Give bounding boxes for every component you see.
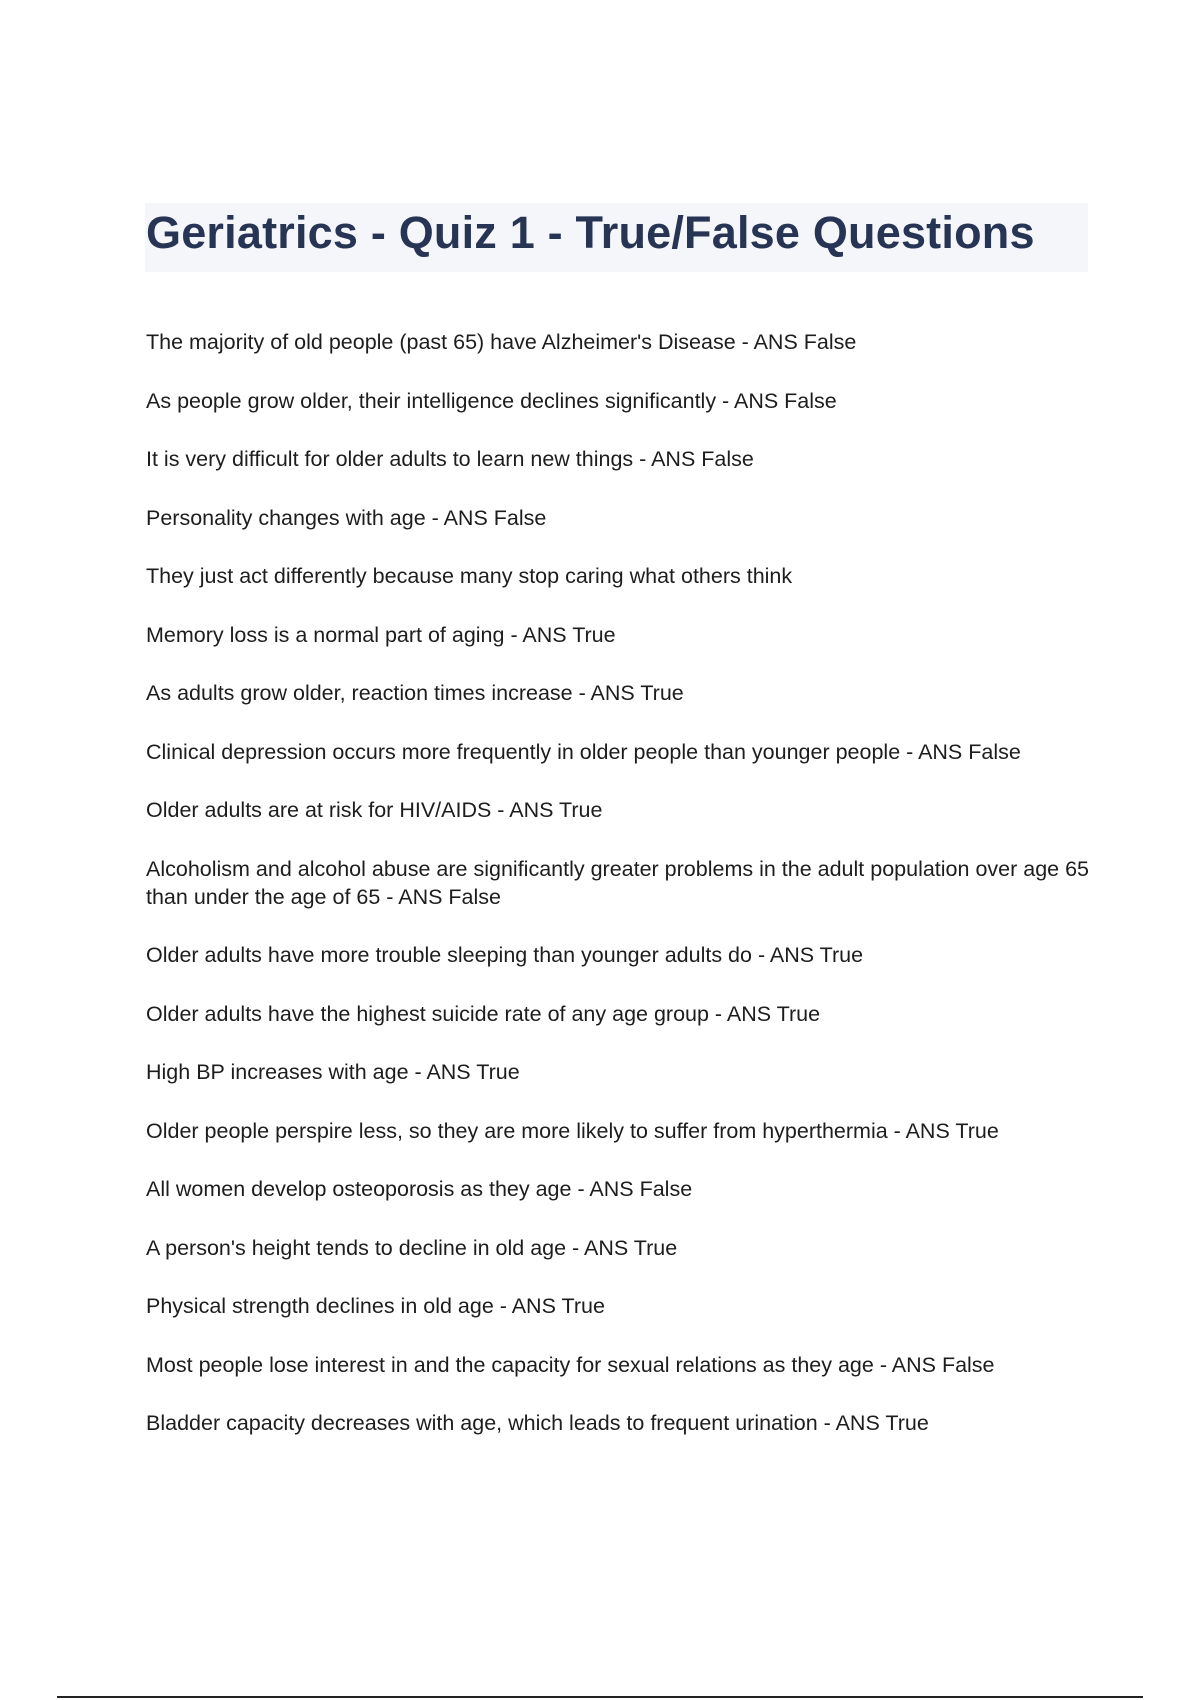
question-note: They just act differently because many stop caring what others think [146, 564, 793, 588]
question-item: Bladder capacity decreases with age, which leads to frequent urination - ANS True [146, 1411, 929, 1435]
question-item: All women develop osteoporosis as they age - ANS False [146, 1177, 693, 1201]
question-item: The majority of old people (past 65) have Alzheimer's Disease - ANS False [146, 330, 857, 354]
question-item: Older adults have more trouble sleeping than younger adults do - ANS True [146, 943, 864, 967]
question-item: It is very difficult for older adults to learn new things - ANS False [146, 447, 754, 471]
question-item: Alcoholism and alcohol abuse are significantly greater problems in the adult population over age 65 than under the age of 65 - ANS False [146, 856, 1089, 909]
footer-divider [57, 1696, 1143, 1698]
question-item: As people grow older, their intelligence declines significantly - ANS False [146, 388, 837, 413]
question-item: Older adults have the highest suicide rate of any age group - ANS True [146, 1001, 821, 1026]
question-item: Clinical depression occurs more frequently in older people than younger people - ANS False [146, 739, 1021, 764]
question-item: As adults grow older, reaction times increase - ANS True [146, 681, 684, 705]
question-item: Most people lose interest in and the capacity for sexual relations as they age - ANS False [146, 1352, 995, 1377]
question-item: Memory loss is a normal part of aging - ANS True [146, 622, 616, 647]
question-item: Physical strength declines in old age - ANS True [146, 1294, 605, 1318]
question-item: Older people perspire less, so they are more likely to suffer from hyperthermia - ANS True [146, 1118, 999, 1143]
question-item: Older adults are at risk for HIV/AIDS - ANS True [146, 798, 603, 822]
question-item: High BP increases with age - ANS True [146, 1060, 520, 1084]
question-list [146, 328, 1096, 1468]
page-title: Geriatrics - Quiz 1 - True/False Questions [146, 207, 1035, 258]
question-item: A person's height tends to decline in old age - ANS True [146, 1235, 678, 1260]
question-item: Personality changes with age - ANS False [146, 505, 547, 530]
